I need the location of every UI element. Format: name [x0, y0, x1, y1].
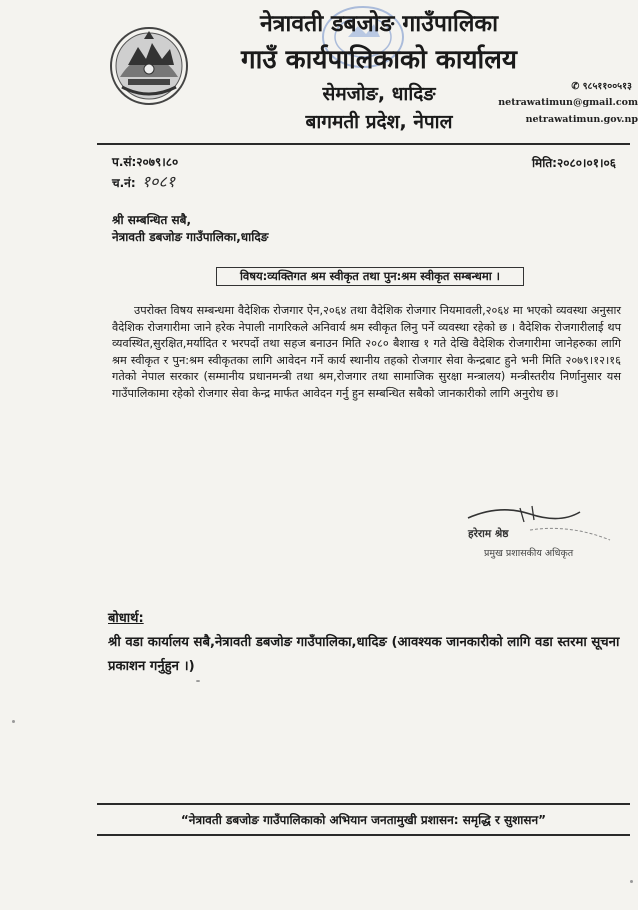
office-address: सेमजोङ, धादिङ	[322, 83, 436, 105]
office-name: गाउँ कार्यपालिकाको कार्यालय	[241, 45, 517, 75]
scan-speck	[630, 880, 633, 883]
municipality-name: नेत्रावती डबजोङ गाउँपालिका	[259, 11, 499, 37]
dispatch-label: च.नं:	[112, 176, 136, 190]
dispatch-number-row	[112, 170, 175, 192]
contact-email: netrawatimun@gmail.com	[498, 97, 638, 108]
phone-number: ९८५११००५१३	[582, 81, 632, 92]
signatory-title: प्रमुख प्रशासकीय अधिकृत	[484, 548, 574, 559]
contact-phone	[571, 79, 632, 92]
recipient-line-2: नेत्रावती डबजोङ गाउँपालिका,धादिङ	[112, 230, 269, 244]
letter-subject: विषय:व्यक्तिगत श्रम स्वीकृत तथा पुन:श्रम स्वीकृत सम्बन्धमा ।	[216, 267, 524, 286]
scan-speck	[196, 680, 200, 682]
letter-date: मिति:२०८०।०१।०६	[531, 156, 616, 170]
province-country: बागमती प्रदेश, नेपाल	[305, 111, 453, 133]
dispatch-number: १०८१	[141, 172, 176, 191]
scan-speck	[12, 720, 15, 723]
signatory-name: हरेराम श्रेष्ठ	[468, 528, 509, 540]
recipient-line-1: श्री सम्बन्धित सबै,	[112, 213, 191, 227]
phone-icon: ✆	[571, 81, 583, 92]
contact-website: netrawatimun.gov.np	[525, 114, 638, 125]
header-divider	[97, 143, 630, 145]
footer-divider-bottom	[97, 834, 630, 836]
cc-text: श्री वडा कार्यालय सबै,नेत्रावती डबजोङ गाउँपालिका,धादिङ (आवश्यक जानकारीको लागि वडा स्तरमा सूचना प्रकाशन गर्नुहुन ।)	[108, 635, 620, 674]
cc-heading: बोधार्थ:	[108, 611, 144, 626]
letter-body: उपरोक्त विषय सम्बन्धमा वैदेशिक रोजगार ऐन,२०६४ तथा वैदेशिक रोजगार नियमावली,२०६४ मा भएको व्यवस्था अनुसार वैदेशिक रोजगारीमा जाने हरेक नेपाली नागरिकले अनिवार्य श्रम स्वीकृत लिनु पर्ने व्यवस्था रहेको छ । वैदेशिक रोजगारीलाई थप व्यवस्थित,सुरक्षित,मर्यादित र भरपर्दो तथा सहज बनाउन मिति २०८० बैशाख १ गते देखि वैदेशिक रोजगारीमा जानेहरुका लागि श्रम स्वीकृत र पुन:श्रम स्वीकृतका लागि आवेदन गर्ने कार्य स्थानीय तहको रोजगार सेवा केन्द्रबाट हुने भनी मिति २०७९।१२।१६ गतेको नेपाल सरकार (सम्मानीय प्रधानमन्त्री तथा श्रम,रोजगार तथा सामाजिक सुरक्षा मन्त्रालय) मन्त्रीस्तरीय निर्णानुसार यस गाउँपालिकामा रहेको रोजगार सेवा केन्द्र मार्फत आवेदन गर्नु हुन सम्बन्धित सबैको जानकारीको लागि अनुरोध छ।	[112, 304, 621, 400]
letter-reference-number: प.सं:२०७९।८०	[112, 155, 179, 169]
footer-slogan: “नेत्रावती डबजोङ गाउँपालिकाको अभियान जनतामुखी प्रशासन: समृद्धि र सुशासन”	[180, 813, 547, 827]
footer-divider-top	[97, 803, 630, 805]
